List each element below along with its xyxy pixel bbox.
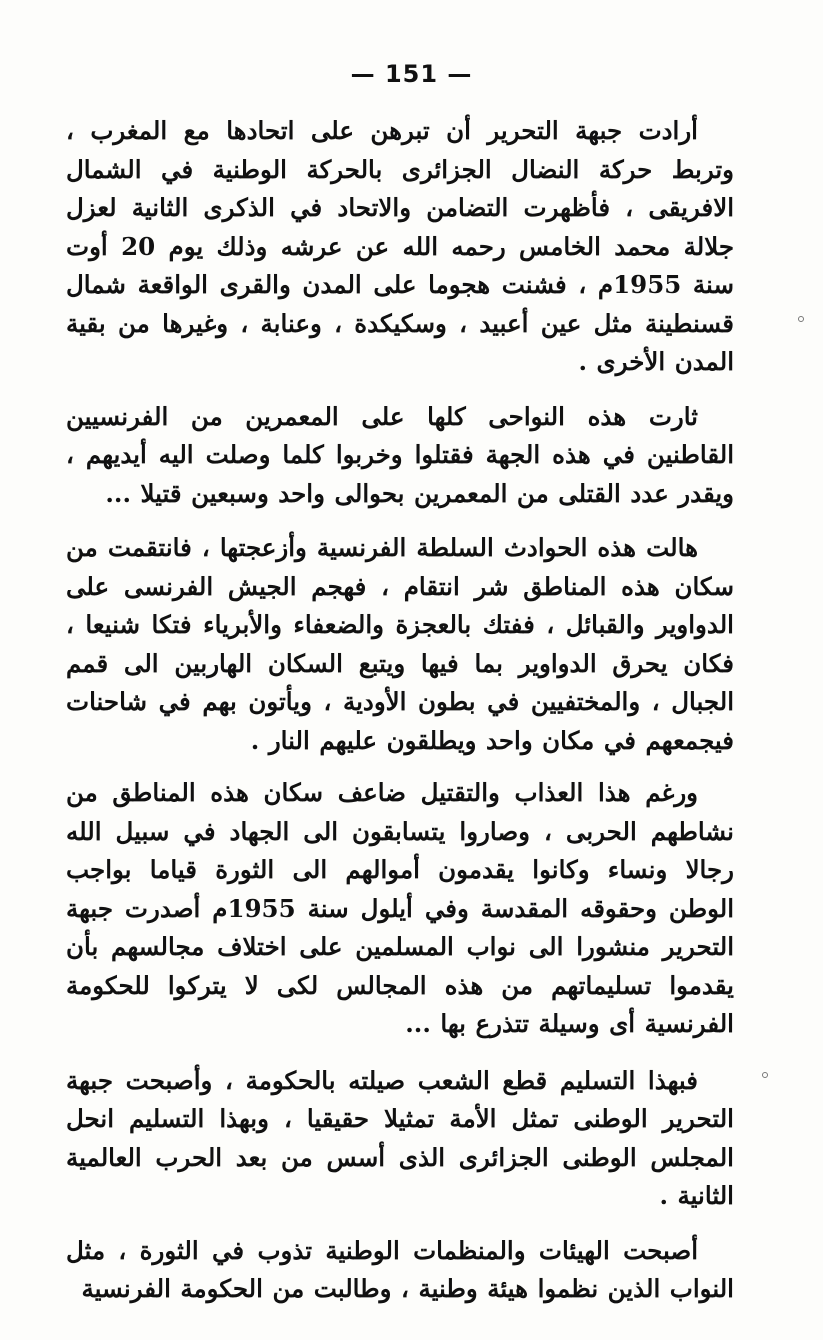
paragraph-3: هالت هذه الحوادث السلطة الفرنسية وأزعجتها ، فانتقمت من سكان هذه المناطق شر انتقام ، فهجم الجيش الفرنسى على الدواوير والقبائل ، ففتك بالعجزة والضعفاء والأبرياء فتكا شنيعا ، فكان يحرق الدواوير بما فيها ويتبع السكان الهاربين الى قمم الجبال ، والمختفيين في بطون الأودية ، ويأتون بهم في شاحنات فيجمعهم في مكان واحد ويطلقون عليهم النار . [66,533,734,755]
page-body-text [66,112,734,1309]
scan-speck [798,316,804,322]
paragraph-4: ورغم هذا العذاب والتقتيل ضاعف سكان هذه المناطق من نشاطهم الحربى ، وصاروا يتسابقون الى الجهاد في سبيل الله رجالا ونساء وكانوا يقدمون أموالهم الى الثورة قياما بواجب الوطن وحقوقه المقدسة وفي أيلول سنة 1955م أصدرت جبهة التحرير منشورا الى نواب المسلمين على اختلاف مجالسهم بأن يقدموا تسليماتهم من هذه المجالس لكى لا يتركوا للحكومة الفرنسية أى وسيلة تتذرع بها ... [66,778,735,1038]
paragraph-1: أرادت جبهة التحرير أن تبرهن على اتحادها مع المغرب ، وتربط حركة النضال الجزائرى بالحركة الوطنية في الشمال الافريقى ، فأظهرت التضامن والاتحاد في الذكرى الثانية لعزل جلالة محمد الخامس رحمه الله عن عرشه وذلك يوم 20 أوت سنة 1955م ، فشنت هجوما على المدن والقرى الواقعة شمال قسنطينة مثل عين أعبيد ، وسكيكدة ، وعنابة ، وغيرها من بقية المدن الأخرى . [66,116,734,376]
paragraph-6: أصبحت الهيئات والمنظمات الوطنية تذوب في الثورة ، مثل النواب الذين نظموا هيئة وطنية ، وطالبت من الحكومة الفرنسية [66,1235,734,1303]
paragraph-5: فبهذا التسليم قطع الشعب صيلته بالحكومة ، وأصبحت جبهة التحرير الوطنى تمثل الأمة تمثيلا حقيقيا ، وبهذا التسليم انحل المجلس الوطنى الجزائرى الذى أسس من بعد الحرب العالمية الثانية . [66,1065,734,1210]
paragraph-2: ثارت هذه النواحى كلها على المعمرين من الفرنسيين القاطنين في هذه الجهة فقتلوا وخربوا كلما وصلت اليه أيديهم ، ويقدر عدد القتلى من المعمرين بحوالى واحد وسبعين قتيلا ... [66,401,734,508]
page-number: — 151 — [350,60,473,88]
scan-speck [762,1072,768,1078]
